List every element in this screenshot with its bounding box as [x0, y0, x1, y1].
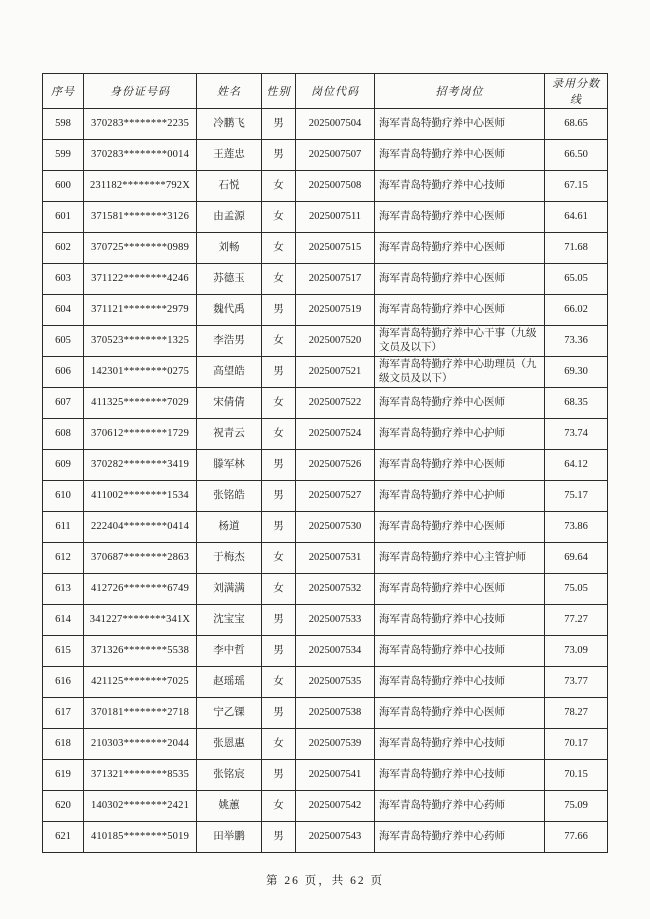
cell-position: 海军青岛特勤疗养中心干事（九级文员及以下） [375, 326, 545, 357]
table-row [43, 109, 608, 140]
cell-name: 田举鹏 [197, 822, 262, 853]
cell-code: 2025007542 [296, 791, 375, 822]
cell-name: 沈宝宝 [197, 605, 262, 636]
cell-name: 刘畅 [197, 233, 262, 264]
cell-gender: 男 [262, 450, 296, 481]
cell-seq: 605 [43, 326, 84, 357]
cell-score: 75.17 [545, 481, 608, 512]
cell-name: 张铭宸 [197, 760, 262, 791]
cell-name: 由孟源 [197, 202, 262, 233]
cell-name: 姚蕙 [197, 791, 262, 822]
cell-code: 2025007504 [296, 109, 375, 140]
cell-code: 2025007530 [296, 512, 375, 543]
cell-name: 冷鹏飞 [197, 109, 262, 140]
cell-gender: 女 [262, 388, 296, 419]
cell-id: 210303********2044 [84, 729, 197, 760]
cell-score: 73.09 [545, 636, 608, 667]
table-body [43, 109, 608, 853]
cell-gender: 男 [262, 822, 296, 853]
cell-code: 2025007522 [296, 388, 375, 419]
cell-gender: 男 [262, 109, 296, 140]
cell-position: 海军青岛特勤疗养中心技师 [375, 171, 545, 202]
cell-seq: 603 [43, 264, 84, 295]
column-header-position: 招考岗位 [375, 74, 545, 109]
cell-seq: 613 [43, 574, 84, 605]
cell-code: 2025007541 [296, 760, 375, 791]
cell-gender: 女 [262, 419, 296, 450]
cell-score: 73.36 [545, 326, 608, 357]
column-header-gender: 性别 [262, 74, 296, 109]
cell-code: 2025007534 [296, 636, 375, 667]
cell-code: 2025007524 [296, 419, 375, 450]
cell-code: 2025007515 [296, 233, 375, 264]
cell-position: 海军青岛特勤疗养中心医师 [375, 264, 545, 295]
cell-seq: 620 [43, 791, 84, 822]
cell-name: 魏代禹 [197, 295, 262, 326]
cell-name: 赵瑶瑶 [197, 667, 262, 698]
cell-position: 海军青岛特勤疗养中心主管护师 [375, 543, 545, 574]
cell-id: 222404********0414 [84, 512, 197, 543]
cell-score: 70.17 [545, 729, 608, 760]
cell-seq: 621 [43, 822, 84, 853]
table-row [43, 729, 608, 760]
cell-name: 张恩惠 [197, 729, 262, 760]
cell-name: 苏德玉 [197, 264, 262, 295]
cell-code: 2025007543 [296, 822, 375, 853]
cell-score: 68.35 [545, 388, 608, 419]
cell-id: 140302********2421 [84, 791, 197, 822]
cell-code: 2025007508 [296, 171, 375, 202]
table-row [43, 419, 608, 450]
cell-id: 370523********1325 [84, 326, 197, 357]
cell-score: 77.27 [545, 605, 608, 636]
cell-id: 410185********5019 [84, 822, 197, 853]
cell-gender: 女 [262, 202, 296, 233]
cell-position: 海军青岛特勤疗养中心医师 [375, 202, 545, 233]
cell-id: 411325********7029 [84, 388, 197, 419]
cell-name: 李中哲 [197, 636, 262, 667]
cell-id: 370612********1729 [84, 419, 197, 450]
cell-score: 64.12 [545, 450, 608, 481]
cell-position: 海军青岛特勤疗养中心技师 [375, 605, 545, 636]
cell-name: 张铭皓 [197, 481, 262, 512]
table-row [43, 233, 608, 264]
cell-id: 421125********7025 [84, 667, 197, 698]
cell-name: 于梅杰 [197, 543, 262, 574]
table-row [43, 171, 608, 202]
cell-position: 海军青岛特勤疗养中心医师 [375, 574, 545, 605]
cell-code: 2025007507 [296, 140, 375, 171]
cell-seq: 619 [43, 760, 84, 791]
cell-score: 75.09 [545, 791, 608, 822]
column-header-id: 身份证号码 [84, 74, 197, 109]
cell-code: 2025007535 [296, 667, 375, 698]
table-row [43, 636, 608, 667]
cell-name: 滕军林 [197, 450, 262, 481]
table-row [43, 295, 608, 326]
page-number-footer: 第 26 页，共 62 页 [266, 875, 384, 887]
cell-seq: 610 [43, 481, 84, 512]
cell-gender: 女 [262, 264, 296, 295]
cell-id: 412726********6749 [84, 574, 197, 605]
cell-seq: 617 [43, 698, 84, 729]
cell-position: 海军青岛特勤疗养中心医师 [375, 388, 545, 419]
cell-code: 2025007532 [296, 574, 375, 605]
cell-id: 371121********2979 [84, 295, 197, 326]
cell-seq: 616 [43, 667, 84, 698]
table-row [43, 140, 608, 171]
cell-score: 67.15 [545, 171, 608, 202]
table-row [43, 791, 608, 822]
header-row [43, 74, 608, 109]
cell-seq: 611 [43, 512, 84, 543]
cell-code: 2025007520 [296, 326, 375, 357]
table-row [43, 605, 608, 636]
cell-position: 海军青岛特勤疗养中心护师 [375, 419, 545, 450]
cell-position: 海军青岛特勤疗养中心药师 [375, 822, 545, 853]
cell-position: 海军青岛特勤疗养中心技师 [375, 729, 545, 760]
table-row [43, 698, 608, 729]
cell-score: 73.74 [545, 419, 608, 450]
cell-seq: 604 [43, 295, 84, 326]
table-row [43, 822, 608, 853]
cell-name: 杨道 [197, 512, 262, 543]
cell-name: 祝青云 [197, 419, 262, 450]
cell-seq: 609 [43, 450, 84, 481]
cell-gender: 男 [262, 605, 296, 636]
cell-score: 69.30 [545, 357, 608, 388]
cell-seq: 614 [43, 605, 84, 636]
cell-gender: 男 [262, 140, 296, 171]
cell-gender: 女 [262, 171, 296, 202]
cell-seq: 612 [43, 543, 84, 574]
cell-gender: 女 [262, 667, 296, 698]
cell-code: 2025007511 [296, 202, 375, 233]
cell-id: 341227********341X [84, 605, 197, 636]
cell-position: 海军青岛特勤疗养中心护师 [375, 481, 545, 512]
cell-position: 海军青岛特勤疗养中心医师 [375, 512, 545, 543]
cell-position: 海军青岛特勤疗养中心医师 [375, 295, 545, 326]
table-row [43, 760, 608, 791]
table-row [43, 667, 608, 698]
cell-name: 刘满满 [197, 574, 262, 605]
cell-id: 371321********8535 [84, 760, 197, 791]
table-row [43, 481, 608, 512]
column-header-score: 录用分数线 [545, 74, 608, 109]
cell-score: 69.64 [545, 543, 608, 574]
cell-gender: 女 [262, 574, 296, 605]
cell-gender: 男 [262, 481, 296, 512]
cell-position: 海军青岛特勤疗养中心助理员（九级文员及以下） [375, 357, 545, 388]
cell-code: 2025007519 [296, 295, 375, 326]
table-row [43, 326, 608, 357]
cell-seq: 598 [43, 109, 84, 140]
cell-code: 2025007526 [296, 450, 375, 481]
cell-score: 65.05 [545, 264, 608, 295]
cell-gender: 女 [262, 326, 296, 357]
cell-score: 66.50 [545, 140, 608, 171]
cell-id: 142301********0275 [84, 357, 197, 388]
cell-gender: 男 [262, 357, 296, 388]
table-row [43, 543, 608, 574]
cell-name: 王莲忠 [197, 140, 262, 171]
cell-seq: 607 [43, 388, 84, 419]
cell-id: 370687********2863 [84, 543, 197, 574]
cell-name: 宋倩倩 [197, 388, 262, 419]
cell-id: 370181********2718 [84, 698, 197, 729]
cell-code: 2025007521 [296, 357, 375, 388]
cell-id: 231182********792X [84, 171, 197, 202]
cell-seq: 618 [43, 729, 84, 760]
cell-score: 71.68 [545, 233, 608, 264]
column-header-name: 姓名 [197, 74, 262, 109]
cell-gender: 男 [262, 636, 296, 667]
cell-id: 370283********0014 [84, 140, 197, 171]
cell-score: 73.86 [545, 512, 608, 543]
cell-code: 2025007533 [296, 605, 375, 636]
cell-score: 70.15 [545, 760, 608, 791]
cell-id: 411002********1534 [84, 481, 197, 512]
cell-code: 2025007517 [296, 264, 375, 295]
cell-score: 68.65 [545, 109, 608, 140]
cell-id: 370282********3419 [84, 450, 197, 481]
cell-id: 371581********3126 [84, 202, 197, 233]
cell-score: 73.77 [545, 667, 608, 698]
cell-seq: 599 [43, 140, 84, 171]
cell-gender: 男 [262, 698, 296, 729]
table-row [43, 202, 608, 233]
cell-seq: 615 [43, 636, 84, 667]
cell-code: 2025007527 [296, 481, 375, 512]
table-header [43, 74, 608, 109]
cell-position: 海军青岛特勤疗养中心医师 [375, 698, 545, 729]
cell-name: 宁乙锞 [197, 698, 262, 729]
cell-score: 78.27 [545, 698, 608, 729]
table-row [43, 574, 608, 605]
cell-score: 66.02 [545, 295, 608, 326]
table-row [43, 388, 608, 419]
cell-id: 370725********0989 [84, 233, 197, 264]
cell-gender: 男 [262, 760, 296, 791]
cell-gender: 男 [262, 295, 296, 326]
cell-score: 77.66 [545, 822, 608, 853]
cell-position: 海军青岛特勤疗养中心技师 [375, 667, 545, 698]
recruitment-score-table [42, 73, 608, 853]
cell-name: 李浩男 [197, 326, 262, 357]
cell-position: 海军青岛特勤疗养中心医师 [375, 109, 545, 140]
cell-seq: 600 [43, 171, 84, 202]
table-row [43, 512, 608, 543]
cell-position: 海军青岛特勤疗养中心医师 [375, 140, 545, 171]
column-header-code: 岗位代码 [296, 74, 375, 109]
cell-position: 海军青岛特勤疗养中心医师 [375, 450, 545, 481]
cell-seq: 608 [43, 419, 84, 450]
table-row [43, 357, 608, 388]
cell-gender: 女 [262, 233, 296, 264]
cell-code: 2025007531 [296, 543, 375, 574]
cell-gender: 女 [262, 791, 296, 822]
cell-gender: 男 [262, 512, 296, 543]
cell-id: 371326********5538 [84, 636, 197, 667]
cell-seq: 602 [43, 233, 84, 264]
table-row [43, 264, 608, 295]
cell-position: 海军青岛特勤疗养中心医师 [375, 233, 545, 264]
cell-position: 海军青岛特勤疗养中心技师 [375, 636, 545, 667]
cell-score: 64.61 [545, 202, 608, 233]
column-header-seq: 序号 [43, 74, 84, 109]
cell-seq: 606 [43, 357, 84, 388]
cell-name: 石悦 [197, 171, 262, 202]
table-row [43, 450, 608, 481]
cell-id: 370283********2235 [84, 109, 197, 140]
cell-code: 2025007538 [296, 698, 375, 729]
cell-gender: 女 [262, 729, 296, 760]
cell-score: 75.05 [545, 574, 608, 605]
cell-seq: 601 [43, 202, 84, 233]
cell-id: 371122********4246 [84, 264, 197, 295]
cell-name: 高望皓 [197, 357, 262, 388]
cell-position: 海军青岛特勤疗养中心技师 [375, 760, 545, 791]
cell-code: 2025007539 [296, 729, 375, 760]
cell-position: 海军青岛特勤疗养中心药师 [375, 791, 545, 822]
cell-gender: 女 [262, 543, 296, 574]
